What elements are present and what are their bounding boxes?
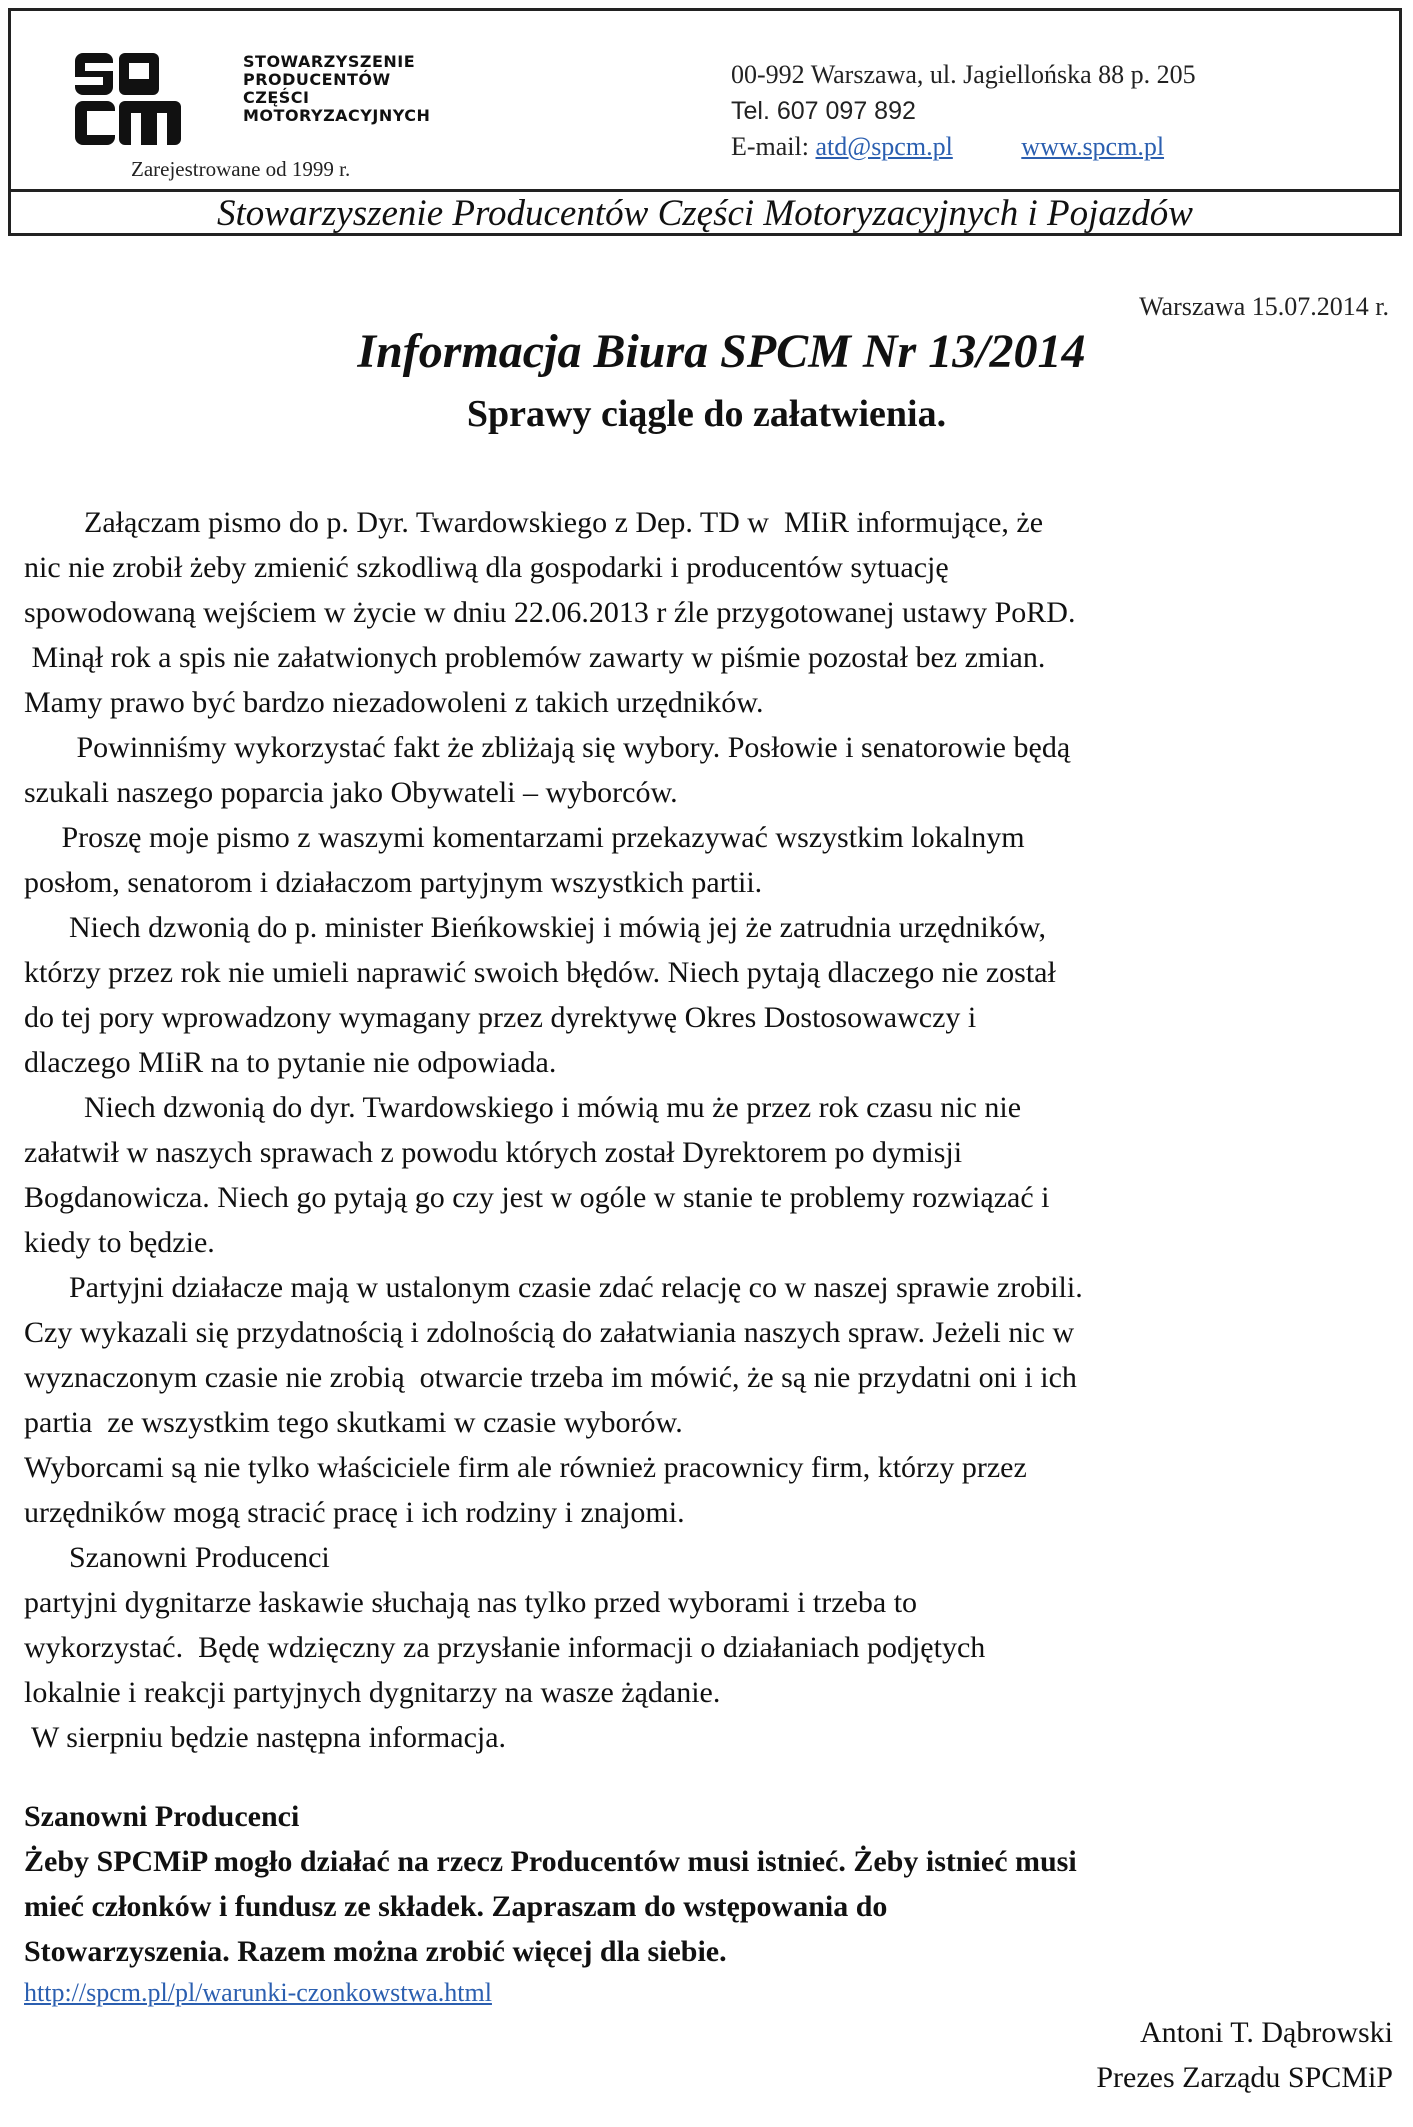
text-line: Stowarzyszenia. Razem można zrobić więcej dla siebie.: [24, 1935, 727, 1968]
website-link[interactable]: www.spcm.pl: [1021, 132, 1165, 161]
registered-since: Zarejestrowane od 1999 r.: [131, 157, 351, 181]
text-line: dlaczego MIiR na to pytanie nie odpowiada.: [24, 1046, 557, 1079]
email-link[interactable]: atd@spcm.pl: [815, 132, 953, 161]
closing-appeal: [24, 1794, 1404, 1974]
signatory-name: Antoni T. Dąbrowski: [1139, 2016, 1393, 2049]
text-line: wyznaczonym czasie nie zrobią otwarcie trzeba im mówić, że są nie przydatni oni i ich: [24, 1361, 1077, 1394]
phone: Tel. 607 097 892: [731, 97, 916, 125]
letter-body: [24, 500, 1404, 1760]
association-name: STOWARZYSZENIE PRODUCENTÓW CZĘŚCI MOTORYZACYJNYCH: [243, 52, 431, 125]
text-line: urzędników mogą stracić pracę i ich rodziny i znajomi.: [24, 1496, 685, 1529]
letter-title: Informacja Biura SPCM Nr 13/2014: [357, 325, 1086, 378]
address: 00-992 Warszawa, ul. Jagiellońska 88 p. 205: [731, 60, 1196, 89]
text-line: partia ze wszystkim tego skutkami w czasie wyborów.: [24, 1406, 683, 1439]
organization-banner: Stowarzyszenie Producentów Części Motoryzacyjnych i Pojazdów: [11, 189, 1399, 233]
spcm-logo: [73, 51, 243, 147]
text-line: Minął rok a spis nie załatwionych problemów zawarty w piśmie pozostał bez zmian.: [24, 641, 1046, 674]
text-line: do tej pory wprowadzony wymagany przez dyrektywę Okres Dostosowawczy i: [24, 1001, 977, 1034]
text-line: Szanowni Producenci: [24, 1800, 300, 1833]
text-line: kiedy to będzie.: [24, 1226, 215, 1259]
text-line: Wyborcami są nie tylko właściciele firm ale również pracownicy firm, którzy przez: [24, 1451, 1027, 1484]
letter-subtitle: Sprawy ciągle do załatwienia.: [466, 393, 947, 435]
text-line: Szanowni Producenci: [24, 1541, 330, 1574]
email-label: E-mail:: [731, 132, 809, 161]
text-line: mieć członków i fundusz ze składek. Zapraszam do wstępowania do: [24, 1890, 888, 1923]
text-line: Niech dzwonią do p. minister Bieńkowskiej i mówią jej że zatrudnia urzędników,: [24, 911, 1046, 944]
text-line: spowodowaną wejściem w życie w dniu 22.06.2013 r źle przygotowanej ustawy PoRD.: [24, 596, 1076, 629]
text-line: partyjni dygnitarze łaskawie słuchają nas tylko przed wyborami i trzeba to: [24, 1586, 918, 1619]
email-line: [731, 129, 1196, 165]
contact-block: [731, 57, 1196, 165]
text-line: Niech dzwonią do dyr. Twardowskiego i mówią mu że przez rok czasu nic nie: [24, 1091, 1022, 1124]
text-line: posłom, senatorom i działaczom partyjnym wszystkich partii.: [24, 866, 763, 899]
text-line: Proszę moje pismo z waszymi komentarzami przekazywać wszystkim lokalnym: [24, 821, 1025, 854]
text-line: Mamy prawo być bardzo niezadowoleni z takich urzędników.: [24, 686, 764, 719]
letter-date: Warszawa 15.07.2014 r.: [1139, 292, 1389, 321]
text-line: W sierpniu będzie następna informacja.: [24, 1721, 507, 1754]
text-line: Załączam pismo do p. Dyr. Twardowskiego z Dep. TD w MIiR informujące, że: [24, 506, 1044, 539]
text-line: szukali naszego poparcia jako Obywateli – wyborców.: [24, 776, 678, 809]
signatory-role: Prezes Zarządu SPCMiP: [1096, 2061, 1393, 2094]
text-line: załatwił w naszych sprawach z powodu których został Dyrektorem po dymisji: [24, 1136, 963, 1169]
text-line: Partyjni działacze mają w ustalonym czasie zdać relację co w naszej sprawie zrobili.: [24, 1271, 1083, 1304]
text-line: lokalnie i reakcji partyjnych dygnitarzy na wasze żądanie.: [24, 1676, 721, 1709]
text-line: którzy przez rok nie umieli naprawić swoich błędów. Niech pytają dlaczego nie został: [24, 956, 1056, 989]
letterhead: [8, 8, 1402, 236]
text-line: Czy wykazali się przydatnością i zdolnością do załatwiania naszych spraw. Jeżeli nic w: [24, 1316, 1075, 1349]
text-line: Żeby SPCMiP mogło działać na rzecz Producentów musi istnieć. Żeby istnieć musi: [24, 1845, 1077, 1878]
text-line: Bogdanowicza. Niech go pytają go czy jest w ogóle w stanie te problemy rozwiązać i: [24, 1181, 1050, 1214]
text-line: nic nie zrobił żeby zmienić szkodliwą dla gospodarki i producentów sytuację: [24, 551, 949, 584]
text-line: wykorzystać. Będę wdzięczny za przysłanie informacji o działaniach podjętych: [24, 1631, 986, 1664]
membership-link[interactable]: http://spcm.pl/pl/warunki-czonkowstwa.html: [24, 1978, 492, 2007]
signature-block: [1096, 2010, 1393, 2100]
text-line: Powinniśmy wykorzystać fakt że zbliżają się wybory. Posłowie i senatorowie będą: [24, 731, 1071, 764]
